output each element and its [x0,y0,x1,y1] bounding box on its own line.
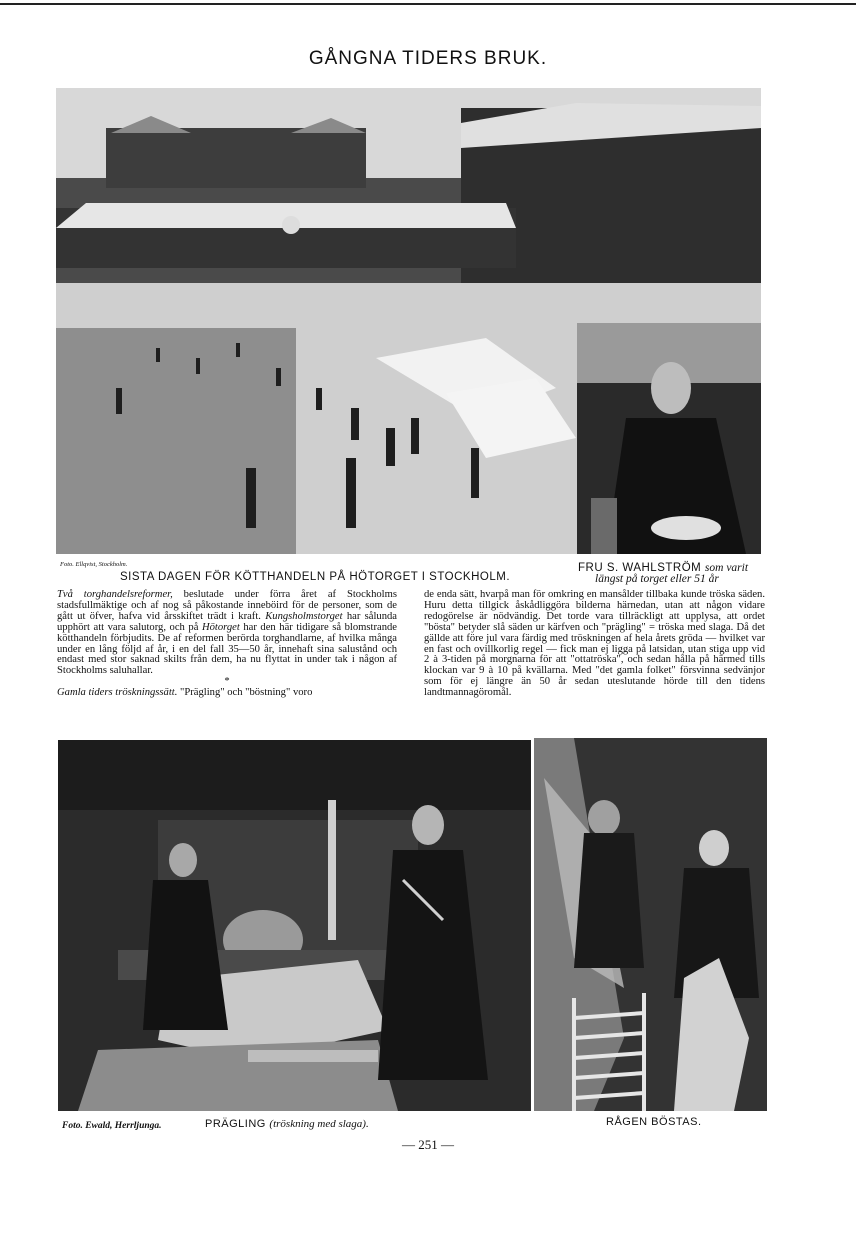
rye-photo [534,738,767,1111]
threshing-photo-drawing [58,740,531,1111]
article-p2-heading: Gamla tiders tröskningssätt. [57,687,178,699]
rye-photo-drawing [534,738,767,1111]
portrait-caption-rest: som varit [704,562,749,574]
article-p1-hotorget: Hötorget [201,621,240,633]
bottom-photo-credit: Foto. Ewald, Herrljunga. [62,1121,162,1131]
article-p2-text: "Prägling" och "böstning" voro [177,687,313,699]
article-p1-text-a: beslutade under förra året af Stockholms stadsfullmäktige och af nog så påkostande inneböird för de personer, som de gått ut öfver, hafva vid årsskiftet trädt i kraft. [57,589,397,622]
portrait-caption-line2: längst på torget eller 51 år [595,573,719,585]
threshing-caption-italic: (tröskning med slaga). [269,1118,369,1130]
article-right-text: de enda sätt, hvarpå man för omkring en mansålder tillbaka kunde tröska säden. Huru detta tillgick åskådliggöra bilderna härnedan, utan att någon vidare redogörelse är nödvändig. Det torde vara tillräckligt att upplysa, att ordet "bösta" betyder slå säden ur kärfven och "prägling" = tröska med slaga. Då det gällde att före jul vara färdig med tröskningen af hela årets gröda — hvilket var en fast och ovillkorlig regel — fick man ej ligga på latsidan, utan stiga upp vid 2 à 3-tiden på morgnarna för att "ottatröska", och sedan hålla på härmed tills klockan var 9 à 10 på kvällarna. Med "det gamla folket" försvinna sedvänjor som för ej längre än 50 år sedan uteslutande hörde till den tidens landtmannagöromål. [424,589,765,699]
article-p1-text-b: har sålunda upphört att vara salutorg, och på [57,610,397,633]
threshing-photo [58,740,531,1111]
article-paragraph-2 [57,688,397,699]
article-p1-kungsholmstorget: Kungsholmstorget [265,610,343,622]
portrait-caption-name: FRU S. WAHLSTRÖM [578,562,702,574]
top-photo-credit: Foto. Ellqvist, Stockholm. [60,561,128,568]
market-photo-drawing [56,88,761,554]
market-caption: SISTA DAGEN FÖR KÖTTHANDELN PÅ HÖTORGET I STOCKHOLM. [120,571,511,583]
article-left-column [57,590,397,699]
article-p1-heading: Två torghandelsreformer, [57,589,173,600]
article-paragraph-1 [57,590,397,677]
rye-caption: RÅGEN BÖSTAS. [606,1116,702,1128]
threshing-caption-title: PRÄGLING [205,1118,266,1130]
market-photo [56,88,761,554]
threshing-caption [205,1118,369,1130]
page-number: — 251 — [402,1137,454,1152]
top-rule [0,3,856,5]
article-p1-text-c: har den här tidigare så blomstrande kötthandeln förbjudits. De af reformen berörda torghandlarne, af hvilka många under en lång följd af år, i en del fall 35—50 år, innehaft sina salustånd och endast med stor saknad skilts från dem, ha nu flyttat in under tak i någon af Stockholms saluhallar. [57,621,397,677]
article-separator: * [224,676,230,688]
article-right-column [424,590,765,699]
page-title: GÅNGNA TIDERS BRUK. [308,48,548,69]
